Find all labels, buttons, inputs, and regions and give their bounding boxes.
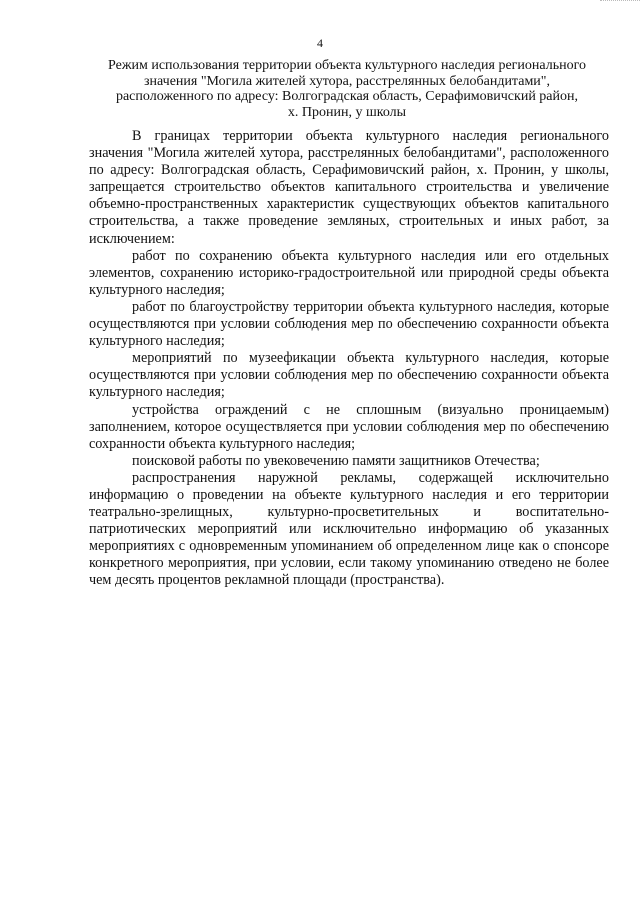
- intro-paragraph: В границах территории объекта культурного наследия регионального значения "Могила жителей хутора, расстрелянных белобандитами", расположенного по адресу: Волгоградская область, Серафимовичский район, х. Пронин, у школы, запрещается строительство объектов капитального строительства и увеличение объемно-пространственных характеристик существующих объектов капитального строительства, а также проведение земляных, строительных и иных работ, за исключением:: [89, 128, 609, 247]
- title-line-3: расположенного по адресу: Волгоградская область, Серафимовичский район,: [115, 89, 579, 104]
- exception-item: работ по сохранению объекта культурного наследия или его отдельных элементов, сохранению историко-градостроительной или природной среды объекта культурного наследия;: [89, 247, 609, 298]
- page-number: 4: [317, 36, 323, 50]
- title-line-1: Режим использования территории объекта культурного наследия регионального: [108, 58, 586, 73]
- title-line-2: значения "Могила жителей хутора, расстрелянных белобандитами",: [143, 73, 551, 89]
- title-line-4: х. Пронин, у школы: [287, 104, 407, 120]
- document-title: [88, 58, 606, 120]
- document-body: [89, 128, 609, 590]
- exception-item: устройства ограждений с не сплошным (визуально проницаемым) заполнением, которое осуществляется при условии соблюдения мер по обеспечению сохранности объекта культурного наследия;: [89, 401, 609, 452]
- exception-item: мероприятий по музеефикации объекта культурного наследия, которые осуществляются при условии соблюдения мер по обеспечению сохранности объекта культурного наследия;: [89, 350, 609, 401]
- exception-item: распространения наружной рекламы, содержащей исключительно информацию о проведении на объекте культурного наследия и его территории театрально-зрелищных, культурно-просветительных и воспитательно-патриотических мероприятий или исключительно информацию об указанных мероприятиях с одновременным упоминанием об определенном лице как о спонсоре конкретного мероприятия, при условии, если такому упоминанию отведено не более чем десять процентов рекламной площади (пространства).: [89, 469, 609, 589]
- exception-item: работ по благоустройству территории объекта культурного наследия, которые осуществляются при условии соблюдения мер по обеспечению сохранности объекта культурного наследия;: [89, 298, 609, 350]
- scan-artifact: [600, 0, 640, 4]
- exception-item: поисковой работы по увековечению памяти защитников Отечества;: [132, 452, 540, 469]
